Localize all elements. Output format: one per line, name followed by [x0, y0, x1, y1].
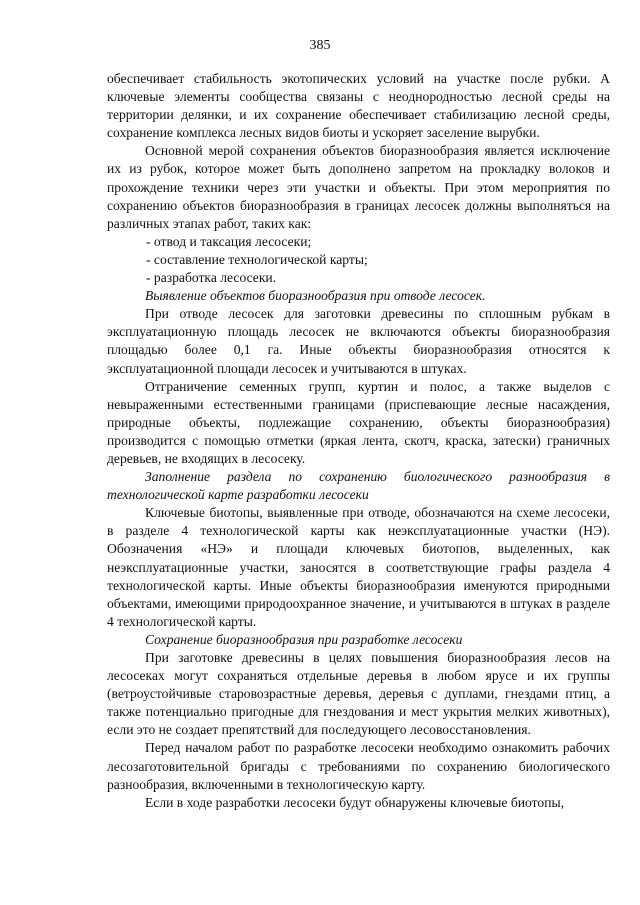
paragraph-allotment: При отводе лесосек для заготовки древесины по сплошным рубкам в эксплуатационную площадь лесосек не включаются объекты биоразнообразия площадью более 0,1 га. Иные объекты биоразнообразия относятся к эксплуатационной площади лесосек и учитываются в штуках.: [107, 306, 610, 376]
section-heading-identification: Выявление объектов биоразнообразия при отводе лесосек.: [145, 288, 486, 304]
paragraph-discovered-biotopes: Если в ходе разработки лесосеки будут обнаружены ключевые биотопы,: [145, 794, 565, 810]
paragraph-key-biotopes: Ключевые биотопы, выявленные при отводе, обозначаются на схеме лесосеки, в разделе 4 технологической карты как неэксплуатационные участки (НЭ). Обозначения «НЭ» и площади ключевых биотопов, выделенных, как неэксплуатационные участки, заносятся в соответствующие графы раздела 4 технологической карты. Иные объекты биоразнообразия именуются природными объектами, имеющими природоохранное значение, и учитываются в штуках в разделе 4 технологической карты.: [107, 505, 610, 629]
paragraph-main-measure: Основной мерой сохранения объектов биоразнообразия является исключение их из рубок, которое может быть дополнено запретом на прокладку волоков и прохождение техники через эти участки и объекты. При этом мероприятия по сохранению объектов биоразнообразия в границах лесосек должны выполняться на различных этапах работ, таких как:: [107, 143, 610, 231]
paragraph-timber-harvest: При заготовке древесины в целях повышения биоразнообразия лесов на лесосеках могут сохраняться отдельные деревья в любом ярусе и их группы (ветроустойчивые старовозрастные деревья, деревья с дуплами, гнездами птиц, а также потенциально пригодные для гнездования и мест укрытия мелких животных), если это не создает препятствий для последующего лесовосстановления.: [107, 650, 610, 738]
text-body: [107, 70, 610, 812]
list-item-development: - разработка лесосеки.: [146, 270, 277, 286]
paragraph-delimitation: Отграничение семенных групп, куртин и полос, а также выделов с невыраженными естественными границами (приспевающие лесные насаждения, природные объекты, подлежащие сохранению, объекты биоразнообразия) производится с помощью отметки (яркая лента, скотч, краска, затески) граничных деревьев, не входящих в лесосеку.: [107, 378, 610, 466]
list-item-allotment: - отвод и таксация лесосеки;: [146, 233, 312, 249]
list-item-tech-map: - составление технологической карты;: [146, 251, 368, 267]
paragraph-briefing: Перед началом работ по разработке лесосеки необходимо ознакомить рабочих лесозаготовительной бригады с требованиями по сохранению биологического разнообразия, включенными в технологическую карту.: [107, 740, 610, 792]
paragraph-continued: обеспечивает стабильность экотопических условий на участке после рубки. А ключевые элементы сообщества связаны с неоднородностью лесной среды на территории делянки, и их сохранение обеспечивает стабилизацию лесной среды, сохранение комплекса лесных видов биоты и ускоряет заселение вырубки.: [107, 71, 610, 141]
section-heading-tech-map: Заполнение раздела по сохранению биологического разнообразия в технологической карте разработки лесосеки: [107, 469, 610, 503]
page-number: 385: [309, 38, 331, 53]
section-heading-conservation: Сохранение биоразнообразия при разработке лесосеки: [145, 631, 463, 647]
